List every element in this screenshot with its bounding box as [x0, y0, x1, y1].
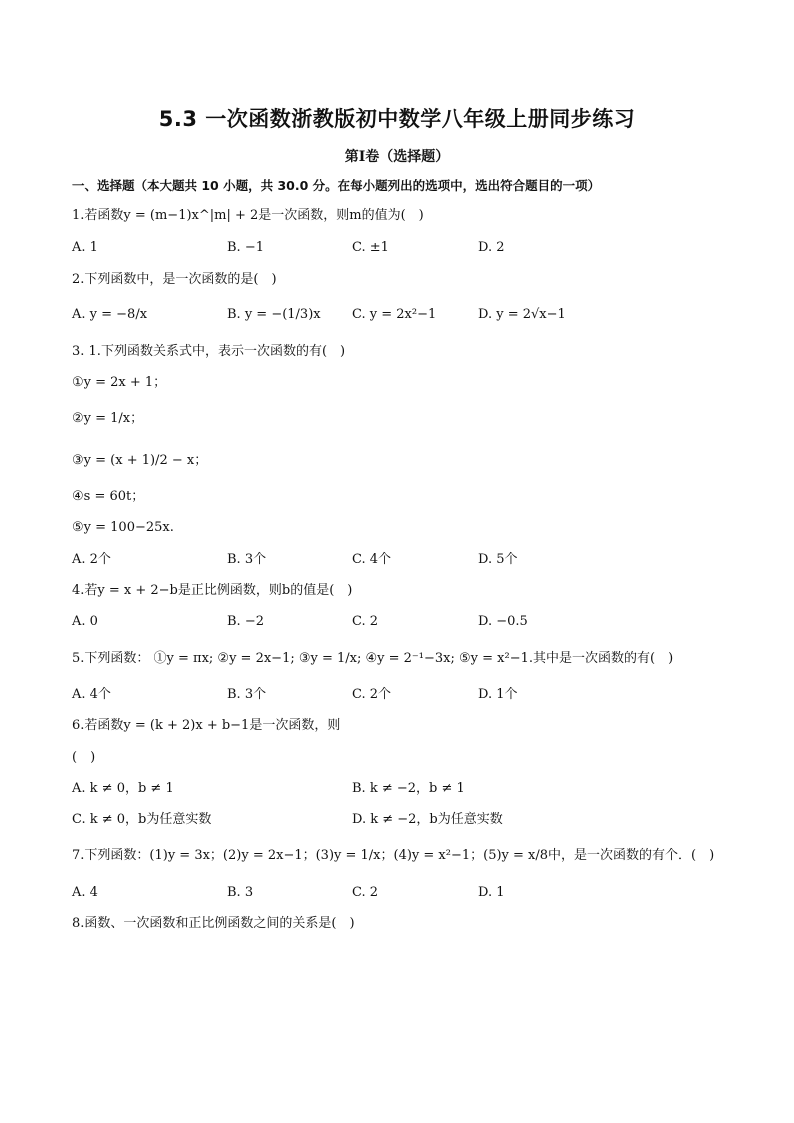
question-2-stem: 2.下列函数中，是一次函数的是( ) [72, 272, 277, 287]
question-1-stem: 1.若函数y = (m−1)x^|m| + 2是一次函数，则m的值为( ) [72, 208, 424, 223]
question-6-option-b: B. k ≠ −2，b ≠ 1 [352, 781, 465, 796]
question-5-stem: 5.下列函数： ①y = πx; ②y = 2x−1; ③y = 1/x; ④y = 2⁻¹−3x; ⑤y = x²−1.其中是一次函数的有( ) [72, 651, 674, 666]
question-8-stem: 8.函数、一次函数和正比例函数之间的关系是( ) [72, 916, 355, 931]
question-3-option-b: B. 3个 [227, 552, 267, 567]
question-7-option-a: A. 4 [72, 885, 98, 900]
question-7-option-b: B. 3 [227, 885, 254, 900]
question-4-option-b: B. −2 [227, 614, 264, 629]
question-5-option-a: A. 4个 [72, 687, 111, 702]
question-1-option-a: A. 1 [72, 240, 98, 255]
question-3-item-3: ③y = (x + 1)/2 − x； [72, 453, 208, 468]
question-6-option-c: C. k ≠ 0，b为任意实数 [72, 812, 212, 827]
question-4-stem: 4.若y = x + 2−b是正比例函数，则b的值是( ) [72, 583, 353, 598]
question-5-option-c: C. 2个 [352, 687, 392, 702]
question-3-item-5: ⑤y = 100−25x. [72, 520, 174, 535]
question-3-item-4: ④s = 60t； [72, 489, 145, 504]
question-4-option-a: A. 0 [72, 614, 98, 629]
question-7-option-d: D. 1 [478, 885, 505, 900]
question-1-option-c: C. ±1 [352, 240, 389, 255]
question-6-option-d: D. k ≠ −2，b为任意实数 [352, 812, 503, 827]
question-6-stem-continued: ( ) [72, 750, 96, 765]
question-4-option-c: C. 2 [352, 614, 379, 629]
question-3-option-d: D. 5个 [478, 552, 518, 567]
question-7-option-c: C. 2 [352, 885, 379, 900]
document-title: 5.3 一次函数浙教版初中数学八年级上册同步练习 [158, 107, 636, 131]
question-3-option-c: C. 4个 [352, 552, 392, 567]
question-4-option-d: D. −0.5 [478, 614, 528, 629]
question-6-stem: 6.若函数y = (k + 2)x + b−1是一次函数，则 [72, 718, 341, 733]
question-3-option-a: A. 2个 [72, 552, 111, 567]
question-5-option-b: B. 3个 [227, 687, 267, 702]
question-2-option-b: B. y = −(1/3)x [227, 307, 321, 322]
question-3-item-2: ②y = 1/x； [72, 411, 144, 426]
section-heading: 一、选择题（本大题共 10 小题，共 30.0 分。在每小题列出的选项中，选出符合题目的一项） [72, 178, 601, 193]
question-7-stem: 7.下列函数：(1)y = 3x；(2)y = 2x−1；(3)y = 1/x；(4)y = x²−1；(5)y = x/8中，是一次函数的有个．( ) [72, 848, 715, 863]
question-2-option-d: D. y = 2√x−1 [478, 307, 566, 322]
question-1-option-d: D. 2 [478, 240, 505, 255]
question-1-option-b: B. −1 [227, 240, 264, 255]
question-3-item-1: ①y = 2x + 1； [72, 375, 167, 390]
question-3-stem: 3. 1.下列函数关系式中，表示一次函数的有( ) [72, 344, 346, 359]
volume-heading: 第Ⅰ卷（选择题） [344, 149, 450, 165]
question-6-option-a: A. k ≠ 0，b ≠ 1 [72, 781, 174, 796]
question-2-option-c: C. y = 2x²−1 [352, 307, 437, 322]
question-5-option-d: D. 1个 [478, 687, 518, 702]
question-2-option-a: A. y = −8/x [72, 307, 148, 322]
